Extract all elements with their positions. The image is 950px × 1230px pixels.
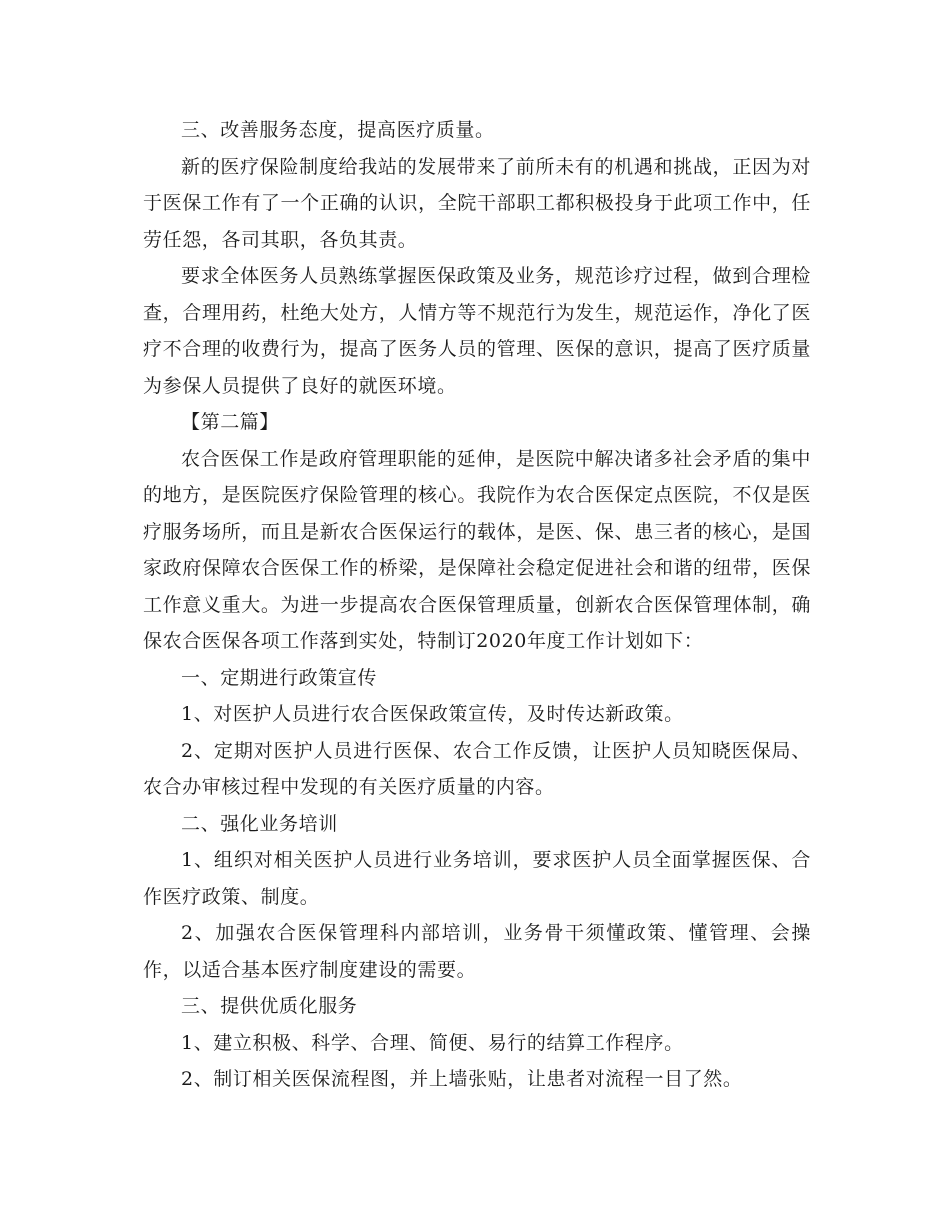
list-item: 1、对医护人员进行农合医保政策宣传，及时传达新政策。 (181, 703, 684, 725)
list-item: 2、定期对医护人员进行医保、农合工作反馈，让医护人员知晓医保局、农合办审核过程中发现的有关医疗质量的内容。 (143, 739, 811, 798)
section-heading: 一、定期进行政策宣传 (181, 666, 378, 689)
body-paragraph: 新的医疗保险制度给我站的发展带来了前所未有的机遇和挑战，正因为对于医保工作有了一个正确的认识，全院干部职工都积极投身于此项工作中，任劳任怨，各司其职，各负其责。 (143, 155, 811, 251)
section-heading: 三、提供优质化服务 (181, 995, 358, 1017)
body-paragraph: 要求全体医务人员熟练掌握医保政策及业务，规范诊疗过程，做到合理检查，合理用药，杜绝大处方，人情方等不规范行为发生，规范运作，净化了医疗不合理的收费行为，提高了医务人员的管理、医保的意识，提高了医疗质量为参保人员提供了良好的就医环境。 (143, 265, 811, 397)
section-heading: 三、改善服务态度，提高医疗质量。 (181, 119, 495, 141)
chapter-heading: 【第二篇】 (181, 411, 280, 433)
list-item: 2、制订相关医保流程图，并上墙张贴，让患者对流程一目了然。 (181, 1068, 743, 1090)
body-paragraph: 农合医保工作是政府管理职能的延伸，是医院中解决诸多社会矛盾的集中的地方，是医院医疗保险管理的核心。我院作为农合医保定点医院，不仅是医疗服务场所，而且是新农合医保运行的载体，是医、保、患三者的核心，是国家政府保障农合医保工作的桥梁，是保障社会稳定促进社会和谐的纽带，医保工作意义重大。为进一步提高农合医保管理质量，创新农合医保管理体制，确保农合医保各项工作落到实处，特制订2020年度工作计划如下： (143, 447, 811, 652)
list-item: 1、组织对相关医护人员进行业务培训，要求医护人员全面掌握医保、合作医疗政策、制度。 (143, 849, 811, 908)
section-heading: 二、强化业务培训 (181, 812, 338, 835)
list-item: 1、建立积极、科学、合理、简便、易行的结算工作程序。 (181, 1031, 684, 1054)
document-body (143, 112, 811, 1098)
list-item: 2、加强农合医保管理科内部培训，业务骨干须懂政策、懂管理、会操作，以适合基本医疗制度建设的需要。 (143, 922, 811, 981)
